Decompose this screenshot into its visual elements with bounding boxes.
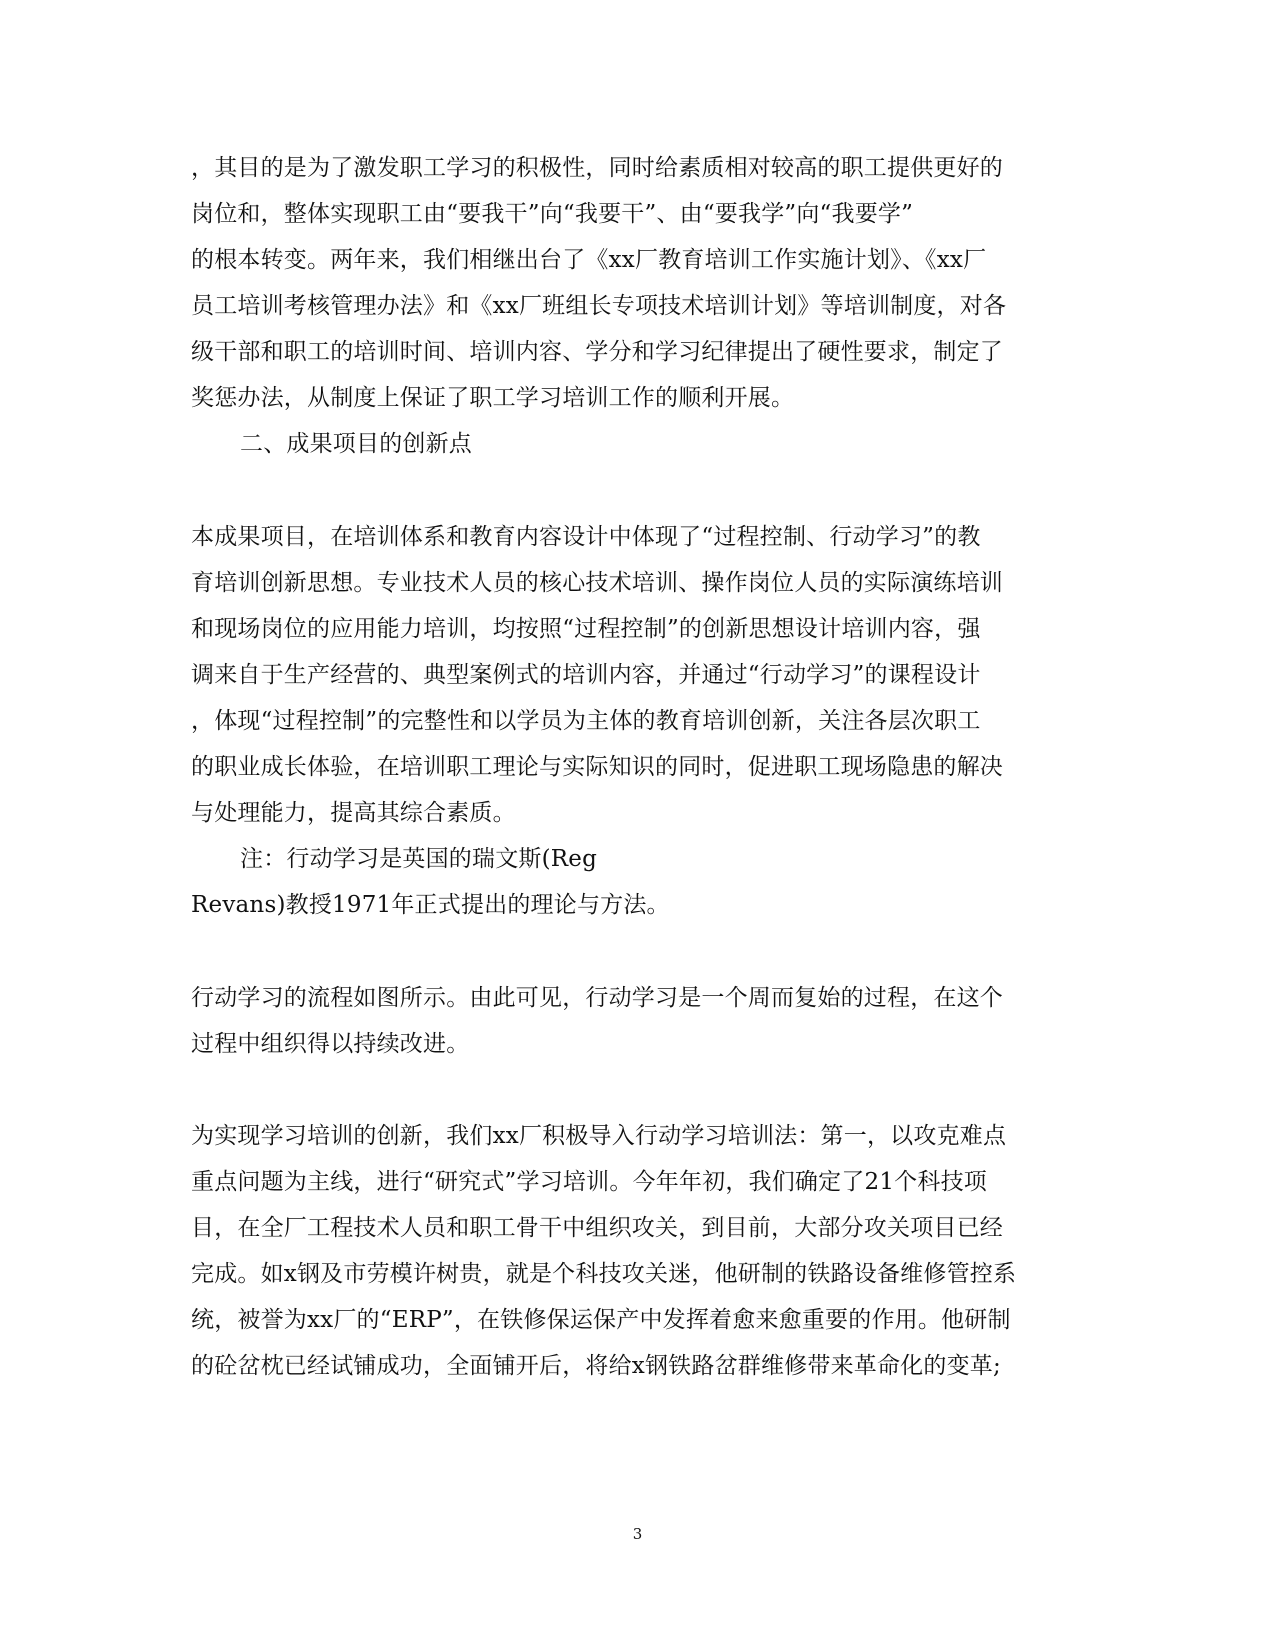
paragraph-3-line-1: 行动学习的流程如图所示。由此可见，行动学习是一个周而复始的过程，在这个 <box>191 985 1003 1011</box>
paragraph-2-line-7: 与处理能力，提高其综合素质。 <box>191 800 516 826</box>
paragraph-2-line-6: 的职业成长体验，在培训职工理论与实际知识的同时，促进职工现场隐患的解决 <box>191 754 1003 780</box>
note-line-2: Revans)教授1971年正式提出的理论与方法。 <box>191 892 670 918</box>
paragraph-2-line-5: ，体现“过程控制”的完整性和以学员为主体的教育培训创新，关注各层次职工 <box>191 708 981 734</box>
paragraph-2-line-1: 本成果项目，在培训体系和教育内容设计中体现了“过程控制、行动学习”的教 <box>191 524 981 550</box>
paragraph-4-line-3: 目，在全厂工程技术人员和职工骨干中组织攻关，到目前，大部分攻关项目已经 <box>191 1215 1003 1241</box>
paragraph-1-line-3: 的根本转变。两年来，我们相继出台了《xx厂教育培训工作实施计划》、《xx厂 <box>191 247 987 273</box>
section-heading: 二、成果项目的创新点 <box>240 431 472 457</box>
paragraph-1-line-5: 级干部和职工的培训时间、培训内容、学分和学习纪律提出了硬性要求，制定了 <box>191 339 1003 365</box>
paragraph-1-line-4: 员工培训考核管理办法》和《xx厂班组长专项技术培训计划》等培训制度，对各 <box>191 293 1007 319</box>
paragraph-2-line-2: 育培训创新思想。专业技术人员的核心技术培训、操作岗位人员的实际演练培训 <box>191 570 1003 596</box>
paragraph-2-line-4: 调来自于生产经营的、典型案例式的培训内容，并通过“行动学习”的课程设计 <box>191 662 981 688</box>
paragraph-4-line-6: 的砼岔枕已经试铺成功，全面铺开后，将给x钢铁路岔群维修带来革命化的变革; <box>191 1353 1001 1379</box>
paragraph-1-line-6: 奖惩办法，从制度上保证了职工学习培训工作的顺利开展。 <box>191 385 795 411</box>
page-number: 3 <box>632 1525 643 1543</box>
paragraph-4-line-2: 重点问题为主线，进行“研究式”学习培训。今年年初，我们确定了21个科技项 <box>191 1169 987 1195</box>
paragraph-3-line-2: 过程中组织得以持续改进。 <box>191 1031 470 1057</box>
paragraph-4-line-1: 为实现学习培训的创新，我们xx厂积极导入行动学习培训法：第一，以攻克难点 <box>191 1123 1007 1149</box>
paragraph-1-line-1: ，其目的是为了激发职工学习的积极性，同时给素质相对较高的职工提供更好的 <box>191 155 1003 181</box>
paragraph-1-line-2: 岗位和，整体实现职工由“要我干”向“我要干”、由“要我学”向“我要学” <box>191 201 914 227</box>
paragraph-2-line-3: 和现场岗位的应用能力培训，均按照“过程控制”的创新思想设计培训内容，强 <box>191 616 981 642</box>
note-line-1: 注：行动学习是英国的瑞文斯(Reg <box>240 846 598 872</box>
paragraph-4-line-5: 统，被誉为xx厂的“ERP”，在铁修保运保产中发挥着愈来愈重要的作用。他研制 <box>191 1307 1011 1333</box>
paragraph-4-line-4: 完成。如x钢及市劳模许树贵，就是个科技攻关迷，他研制的铁路设备维修管控系 <box>191 1261 1017 1287</box>
